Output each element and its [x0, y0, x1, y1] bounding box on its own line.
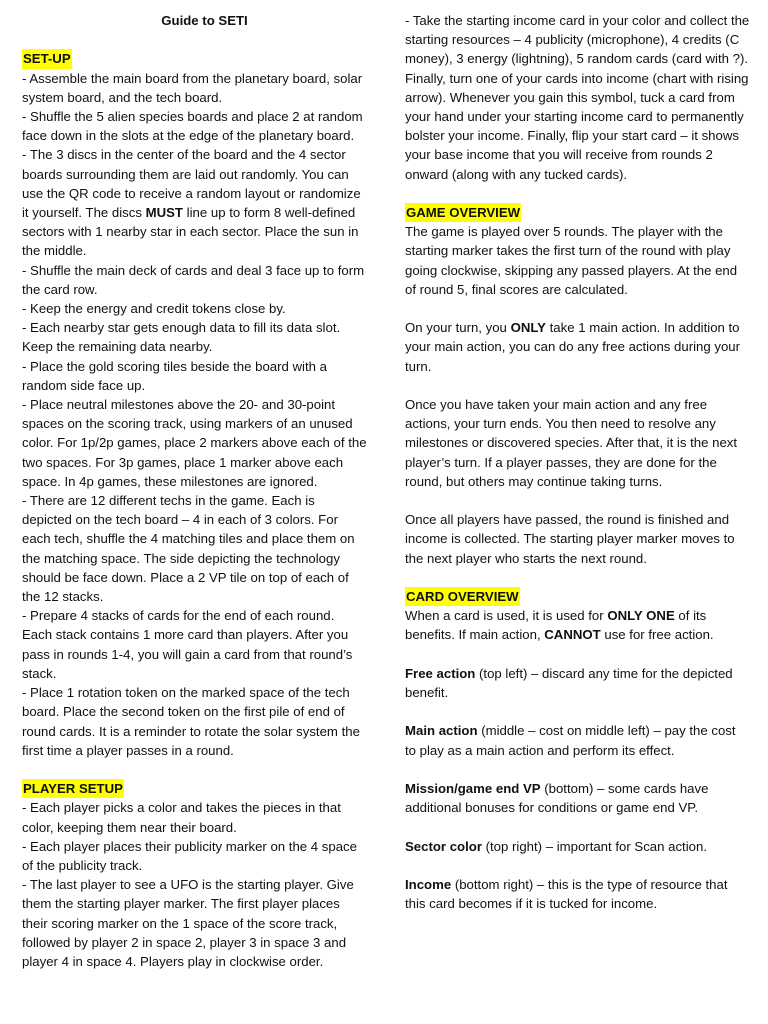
setup-item: - Shuffle the main deck of cards and deal 3 face up to form the card row. [22, 262, 365, 297]
game-overview-paragraph: On your turn, you ONLY take 1 main action. In addition to your main action, you can do any free actions during your turn. [405, 320, 741, 374]
right-column [405, 11, 750, 913]
setup-heading: SET-UP [22, 49, 72, 68]
game-overview-paragraph: Once you have taken your main action and any free actions, your turn ends. You then need to resolve any milestones or discovered species. After that, it is the next player’s turn. If a player passes, they are done for the round, but others may continue taking turns. [405, 397, 738, 489]
card-entry-term: Sector color [405, 838, 482, 854]
card-entry-term: Income [405, 876, 452, 892]
card-entry: Mission/game end VP (bottom) – some cards have additional bonuses for conditions or game end VP. [405, 781, 709, 816]
player-setup-item: - Each player places their publicity marker on the 4 space of the publicity track. [22, 838, 357, 873]
card-entry: Income (bottom right) – this is the type of resource that this card becomes if it is tucked for income. [405, 876, 728, 912]
card-entry-term: Mission/game end VP [405, 781, 541, 796]
setup-item: - Shuffle the 5 alien species boards and place 2 at random face down in the slots at the edge of the planetary board. [22, 109, 363, 144]
left-column [22, 11, 367, 971]
game-overview-heading: GAME OVERVIEW [405, 203, 521, 222]
card-overview-intro: When a card is used, it is used for ONLY ONE of its benefits. If main action, CANNOT use for free action. [405, 608, 714, 643]
player-setup-heading: PLAYER SETUP [22, 779, 124, 798]
setup-item: - Keep the energy and credit tokens close by. [22, 301, 286, 317]
card-entry: Free action (top left) – discard any time for the depicted benefit. [405, 665, 733, 701]
player-setup-item: - The last player to see a UFO is the starting player. Give them the starting player marker. The first player places their scoring marker on the 1 space of the score track, followed by player 2 in space 2, player 3 in space 3 and player 4 in space 4. Players play in clockwise order. [22, 877, 354, 969]
setup-item: - Place 1 rotation token on the marked space of the tech board. Place the second token on the first pile of end of round cards. It is a reminder to rotate the solar system the first time a player passes in a round. [22, 685, 360, 758]
setup-item: - Assemble the main board from the planetary board, solar system board, and the tech board. [22, 70, 363, 105]
card-entry: Sector color (top right) – important for Scan action. [405, 838, 707, 854]
emphasis-only-one: ONLY ONE [607, 608, 675, 624]
card-entry-term: Main action [405, 723, 478, 739]
card-overview-heading: CARD OVERVIEW [405, 587, 520, 606]
setup-item: - Place neutral milestones above the 20- and 30-point spaces on the scoring track, using markers of an unused color. For 1p/2p games, place 2 markers above each of the two spaces. For 3p games, place 1 marker above each space. In 4p games, these milestones are ignored. [22, 397, 367, 489]
emphasis-cannot: CANNOT [544, 627, 601, 643]
emphasis-must: MUST [145, 205, 183, 221]
setup-item: - There are 12 different techs in the game. Each is depicted on the tech board – 4 in each of 3 colors. For each tech, shuffle the 4 matching tiles and place them on the matching space. The side depicting the technology should be face down. Place a 2 VP tile on top of each of the 12 stacks. [22, 493, 355, 605]
card-entry: Main action (middle – cost on middle left) – pay the cost to play as a main action and perform its effect. [405, 723, 736, 758]
setup-item: - Place the gold scoring tiles beside the board with a random side face up. [22, 358, 327, 393]
card-entry-term: Free action [405, 665, 476, 681]
setup-item: - Each nearby star gets enough data to fill its data slot. Keep the remaining data nearby. [22, 320, 341, 355]
game-overview-paragraph: Once all players have passed, the round is finished and income is collected. The starting player marker moves to the next player who starts the next round. [405, 512, 735, 566]
setup-item: - Prepare 4 stacks of cards for the end of each round. Each stack contains 1 more card than players. After you pass in rounds 1-4, you will gain a card from that round’s stack. [22, 608, 353, 681]
player-setup-item: - Each player picks a color and takes the pieces in that color, keeping them near their board. [22, 800, 341, 835]
emphasis-only: ONLY [510, 320, 546, 336]
setup-item: - The 3 discs in the center of the board and the 4 sector boards surrounding them are laid out randomly. You can use the QR code to receive a random layout or randomize it yourself. The discs MUST line up to form 8 well-defined sectors with 1 nearby star in each sector. Place the sun in the middle. [22, 147, 361, 259]
player-setup-item: - Take the starting income card in your color and collect the starting resources – 4 publicity (microphone), 4 credits (C money), 3 energy (lightning), 5 random cards (card with ?). Finally, turn one of your cards into income (chart with rising arrow). Whenever you gain this symbol, tuck a card from your hand under your starting income card to permanently bolster your income. Finally, flip your start card – it shows your base income that you will receive from rounds 2 onward (along with any tucked cards). [405, 13, 750, 182]
game-overview-paragraph: The game is played over 5 rounds. The player with the starting marker takes the first turn of the round with play going clockwise, skipping any passed players. At the end of round 5, final scores are calculated. [405, 224, 738, 297]
page-title: Guide to SETI [161, 13, 248, 28]
